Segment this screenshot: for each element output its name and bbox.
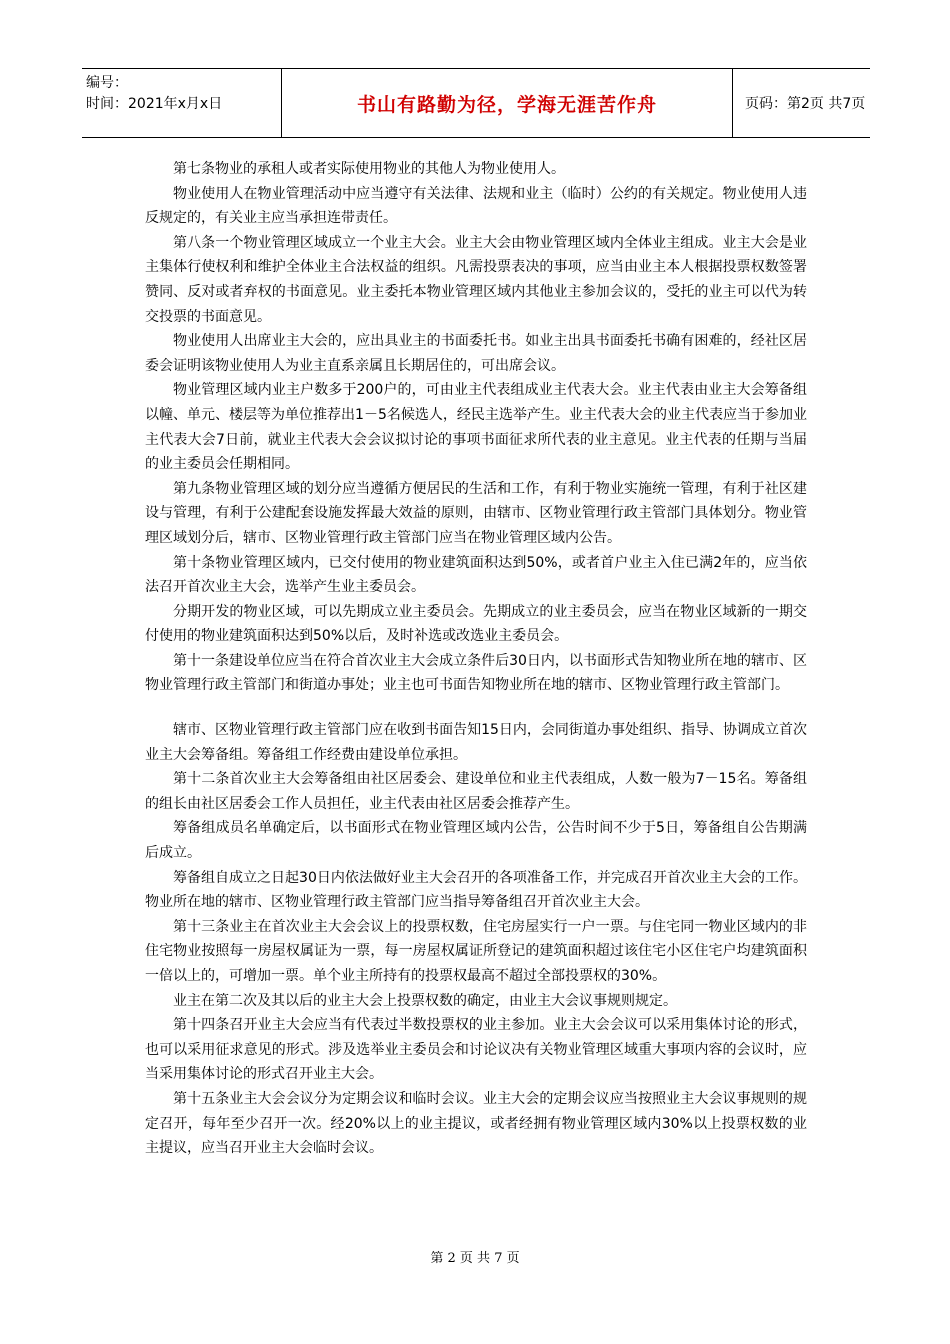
paragraph: 分期开发的物业区域，可以先期成立业主委员会。先期成立的业主委员会，应当在物业区域新的一期交付使用的物业建筑面积达到50%以后，及时补选或改选业主委员会。: [145, 603, 807, 645]
paragraph: 筹备组成员名单确定后，以书面形式在物业管理区域内公告，公告时间不少于5日，筹备组自公告期满后成立。: [145, 820, 807, 862]
paragraph: 第十三条业主在首次业主大会会议上的投票权数，住宅房屋实行一户一票。与住宅同一物业区域内的非住宅物业按照每一房屋权属证为一票，每一房屋权属证所登记的建筑面积超过该住宅小区住宅户均建筑面积一倍以上的，可增加一票。单个业主所持有的投票权最高不超过全部投票权的30%。: [145, 918, 807, 984]
document-number-label: 编号：: [86, 75, 128, 91]
header-motto: 书山有路勤为径，学海无涯苦作舟: [282, 69, 733, 137]
paragraph: 业主在第二次及其以后的业主大会上投票权数的确定，由业主大会议事规则规定。: [173, 992, 677, 1009]
paragraph: 第十条物业管理区域内，已交付使用的物业建筑面积达到50%，或者首户业主入住已满2年的，应当依法召开首次业主大会，选举产生业主委员会。: [145, 554, 807, 596]
paragraph: 第七条物业的承租人或者实际使用物业的其他人为物业使用人。: [173, 161, 565, 177]
paragraph: 第九条物业管理区域的划分应当遵循方便居民的生活和工作，有利于物业实施统一管理，有利于社区建设与管理，有利于公建配套设施发挥最大效益的原则，由辖市、区物业管理行政主管部门具体划分。物业管理区域划分后，辖市、区物业管理行政主管部门应当在物业管理区域内公告。: [145, 480, 807, 546]
page-footer: 第 2 页 共 7 页: [430, 1251, 520, 1266]
paragraph: 第十五条业主大会会议分为定期会议和临时会议。业主大会的定期会议应当按照业主大会议事规则的规定召开，每年至少召开一次。经20%以上的业主提议，或者经拥有物业管理区域内30%以上投票权数的业主提议，应当召开业主大会临时会议。: [145, 1090, 807, 1157]
paragraph: 筹备组自成立之日起30日内依法做好业主大会召开的各项准备工作，并完成召开首次业主大会的工作。物业所在地的辖市、区物业管理行政主管部门应当指导筹备组召开首次业主大会。: [145, 869, 807, 911]
paragraph: 第八条一个物业管理区域成立一个业主大会。业主大会由物业管理区域内全体业主组成。业主大会是业主集体行使权利和维护全体业主合法权益的组织。凡需投票表决的事项，应当由业主本人根据投票权数签署赞同、反对或者弃权的书面意见。业主委托本物业管理区域内其他业主参加会议的，受托的业主可以代为转交投票的书面意见。: [145, 234, 807, 325]
header-meta: [82, 69, 282, 137]
paragraph: 物业使用人出席业主大会的，应出具业主的书面委托书。如业主出具书面委托书确有困难的，经社区居委会证明该物业使用人为业主直系亲属且长期居住的，可出席会议。: [145, 333, 807, 374]
paragraph: 辖市、区物业管理行政主管部门应在收到书面告知15日内，会同街道办事处组织、指导、协调成立首次业主大会筹备组。筹备组工作经费由建设单位承担。: [145, 722, 807, 763]
paragraph: 物业使用人在物业管理活动中应当遵守有关法律、法规和业主（临时）公约的有关规定。物业使用人违反规定的，有关业主应当承担连带责任。: [145, 185, 807, 227]
page-header: [82, 68, 870, 138]
paragraph: 物业管理区域内业主户数多于200户的，可由业主代表组成业主代表大会。业主代表由业主大会筹备组以幢、单元、楼层等为单位推荐出1－5名候选人，经民主选举产生。业主代表大会的业主代表应当于参加业主代表大会7日前，就业主代表大会会议拟讨论的事项书面征求所代表的业主意见。业主代表的任期与当届的业主委员会任期相同。: [145, 382, 807, 473]
header-page-indicator: 页码：第2页 共7页: [745, 96, 866, 112]
document-date: 时间：2021年x月x日: [86, 96, 223, 112]
paragraph: 第十一条建设单位应当在符合首次业主大会成立条件后30日内，以书面形式告知物业所在地的辖市、区物业管理行政主管部门和街道办事处；业主也可书面告知物业所在地的辖市、区物业管理行政主管部门。: [145, 652, 807, 694]
document-body: [145, 157, 807, 1161]
paragraph: 第十四条召开业主大会应当有代表过半数投票权的业主参加。业主大会会议可以采用集体讨论的形式，也可以采用征求意见的形式。涉及选举业主委员会和讨论议决有关物业管理区域重大事项内容的会议时，应当采用集体讨论的形式召开业主大会。: [145, 1017, 807, 1083]
paragraph: 第十二条首次业主大会筹备组由社区居委会、建设单位和业主代表组成，人数一般为7－15名。筹备组的组长由社区居委会工作人员担任，业主代表由社区居委会推荐产生。: [145, 771, 807, 812]
